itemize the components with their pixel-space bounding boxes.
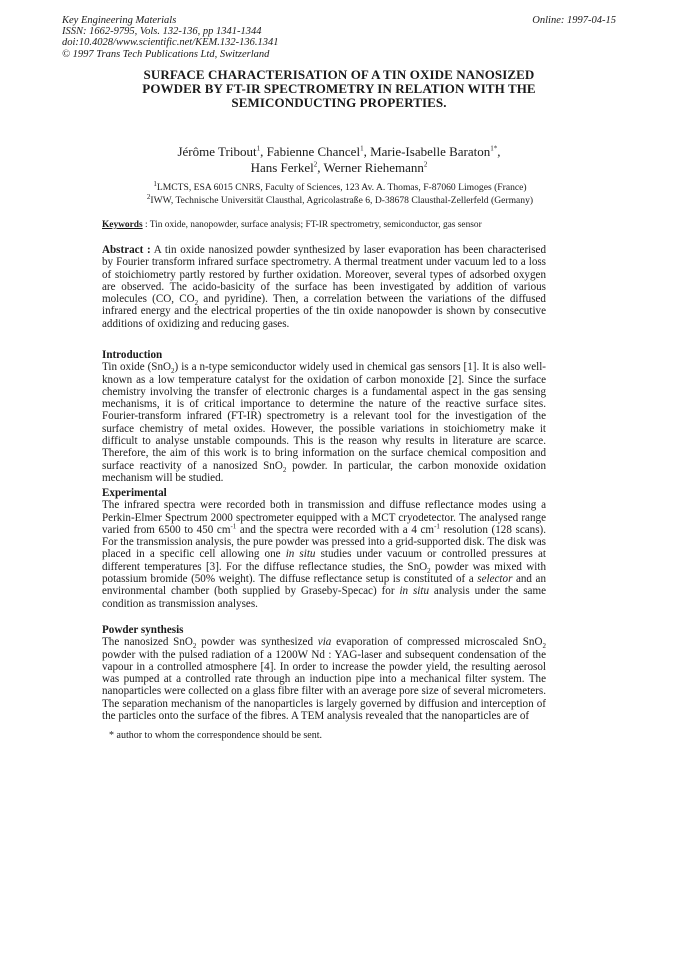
- section-heading: Introduction: [102, 349, 163, 361]
- body-text: and an environmental chamber (both supplied by Graseby-Specac) for: [102, 573, 546, 598]
- affiliation-text: LMCTS, ESA 6015 CNRS, Faculty of Sciences, 123 Av. A. Thomas, F-87060 Limoges (France): [156, 182, 527, 193]
- body-text: powder with the pulsed radiation of a 1200W Nd : YAG-laser and subsequent condensation of the vapour in a controlled atmosphere [4]. In order to increase the powder yield, the resulting aerosol was pumped at a controlled rate through an induction pipe into a mechanical filter system. The nanoparticles were collected on a glass fibre filter with an average pore size of several micrometers. The separation mechanism of the nanoparticles is largely governed by diffusion and interception of the particles onto the surface of the fibres. A TEM analysis revealed that the nanoparticles are of: [102, 648, 546, 723]
- section-heading: Experimental: [102, 487, 167, 499]
- introduction-paragraph: [102, 361, 546, 484]
- body-text: and the spectra were recorded with a 4 cm: [236, 523, 435, 536]
- body-text: powder was synthesized: [196, 636, 318, 649]
- author-name: Werner Riehemann: [323, 160, 424, 175]
- doi-line[interactable]: doi:10.4028/www.scientific.net/KEM.132-136.1341: [62, 37, 279, 49]
- experimental-section: [102, 487, 546, 610]
- body-text: powder. In particular, the carbon monoxide oxidation mechanism will be studied.: [102, 459, 546, 484]
- author-name: Jérôme Tribout: [177, 144, 257, 159]
- section-heading: Powder synthesis: [102, 624, 184, 636]
- keywords-line: [102, 220, 582, 230]
- subscript: 2: [192, 642, 197, 651]
- affiliation-mark: 2: [423, 160, 428, 169]
- affiliations: [80, 179, 600, 207]
- copyright-line: © 1997 Trans Tech Publications Ltd, Switzerland: [62, 48, 270, 60]
- italic-term: selector: [477, 573, 513, 586]
- correspondence-footnote: * author to whom the correspondence should be sent.: [109, 730, 323, 741]
- abstract-paragraph: [102, 244, 546, 330]
- subscript: 2: [542, 642, 546, 651]
- title-line-1: SURFACE CHARACTERISATION OF A TIN OXIDE NANOSIZED: [143, 67, 535, 82]
- affiliation-text: IWW, Technische Universität Clausthal, Agricolastraße 6, D-38678 Clausthal-Zellerfeld (Germany): [150, 194, 534, 206]
- experimental-paragraph: [102, 499, 546, 610]
- abstract-label: Abstract :: [102, 244, 151, 256]
- body-text: Tin oxide (SnO: [102, 361, 172, 374]
- title-line-2: POWDER BY FT-IR SPECTROMETRY IN RELATION WITH THE: [142, 81, 536, 96]
- superscript: -1: [434, 522, 440, 531]
- journal-name: Key Engineering Materials: [62, 15, 177, 26]
- italic-term: in situ: [399, 585, 430, 598]
- body-text: evaporation of compressed microscaled SnO: [331, 636, 543, 649]
- issn-line: ISSN: 1662-9795, Vols. 132-136, pp 1341-1344: [62, 26, 262, 38]
- author-line-2: Hans Ferkel$^2$, Werner Riehemann$^2$: [250, 160, 428, 175]
- keywords-text: : Tin oxide, nanopowder, surface analysis; FT-IR spectrometry, semiconductor, gas sensor: [142, 220, 482, 230]
- author-name: Hans Ferkel: [250, 160, 314, 175]
- italic-term: via: [317, 636, 332, 649]
- abstract-text: and pyridine). Then, a correlation between the variations of the diffused infrared energy and the electrical properties of the tin oxide nanopowder is shown by consecutive additions of oxidizing and reducing gases.: [102, 293, 546, 330]
- subscript: 2: [194, 299, 199, 308]
- affiliation-mark: 1: [360, 144, 364, 153]
- body-text: ) is a n-type semiconductor widely used in chemical gas sensors [1]. It is also well-known as a low temperature catalyst for the oxidation of carbon monoxide [2]. Since the surface chemistry involving the transfer of electronic charges is a fundamental aspect in the gas sensing mechanisms, it is of critical importance to determine the nature of the reactive surface sites. Fourier-transform infrared (FT-IR) spectrometry is a relevant tool for the investigation of the surface chemistry of metal oxides. However, the possible variations in stoichiometry make it difficult to analyse unstable compounds. This is the reason why results in literature are scarce. Therefore, the aim of this work is to bring information on the surface chemical composition and surface reactivity of a nanosized SnO: [102, 361, 546, 472]
- affiliation-mark: 1: [153, 179, 157, 188]
- keywords-label: Keywords: [102, 220, 143, 230]
- affiliation-mark: 1*: [490, 144, 498, 153]
- body-text: The nanosized SnO: [102, 636, 193, 649]
- author-name: Fabienne Chancel: [266, 144, 361, 159]
- affiliation-2: [80, 192, 600, 208]
- author-line-1: Jérôme Tribout$^1$, Fabienne Chancel$^1$, Marie-Isabelle Baraton$^{1*}$,: [177, 144, 501, 159]
- affiliation-mark: 2: [313, 160, 318, 169]
- body-text: analysis under the same condition as transmission analyses.: [102, 585, 546, 610]
- author-name: Marie-Isabelle Baraton: [370, 144, 491, 159]
- online-date: Online: 1997-04-15: [532, 15, 616, 26]
- journal-metadata: [62, 15, 279, 60]
- affiliation-mark: 2: [146, 192, 151, 201]
- paper-title: [95, 68, 583, 110]
- body-text: powder was mixed with potassium bromide (50% weight). The diffuse reflectance setup is constituted of a: [102, 560, 546, 586]
- powder-synthesis-paragraph: [102, 636, 546, 722]
- superscript: -1: [230, 522, 237, 531]
- body-text: The infrared spectra were recorded both in transmission and diffuse reflectance modes using a Perkin-Elmer Spectrum 2000 spectrometer equipped with a MCT cryodetector. The analysed range varied from 6500 to 450 cm: [102, 499, 546, 536]
- subscript: 2: [282, 465, 287, 474]
- subscript: 2: [171, 367, 175, 376]
- body-text: studies under vacuum or controlled pressures at different temperatures [3]. For the diffuse reflectance studies, the SnO: [102, 548, 546, 573]
- italic-term: in situ: [285, 548, 316, 561]
- powder-synthesis-section: [102, 624, 546, 722]
- title-line-3: SEMICONDUCTING PROPERTIES.: [231, 95, 447, 110]
- body-text: resolution (128 scans). For the transmission analysis, the pure powder was pressed into a grid-supported disk. The disk was placed in a specific cell allowing one: [102, 523, 546, 561]
- subscript: 2: [427, 567, 431, 575]
- affiliation-mark: 1: [256, 144, 261, 153]
- introduction-section: [102, 349, 546, 484]
- affiliation-1: [80, 179, 600, 195]
- abstract-text: A tin oxide nanosized powder synthesized by laser evaporation has been characterised by Fourier transform infrared surface spectrometry. A thermal treatment under vacuum led to a loss of stoichiometry partly restored by further oxidation. Moreover, several types of adsorbed oxygen are observed. The acido-basicity of the surface has been investigated by addition of various molecules (CO, CO: [102, 244, 547, 306]
- author-list: [95, 144, 583, 176]
